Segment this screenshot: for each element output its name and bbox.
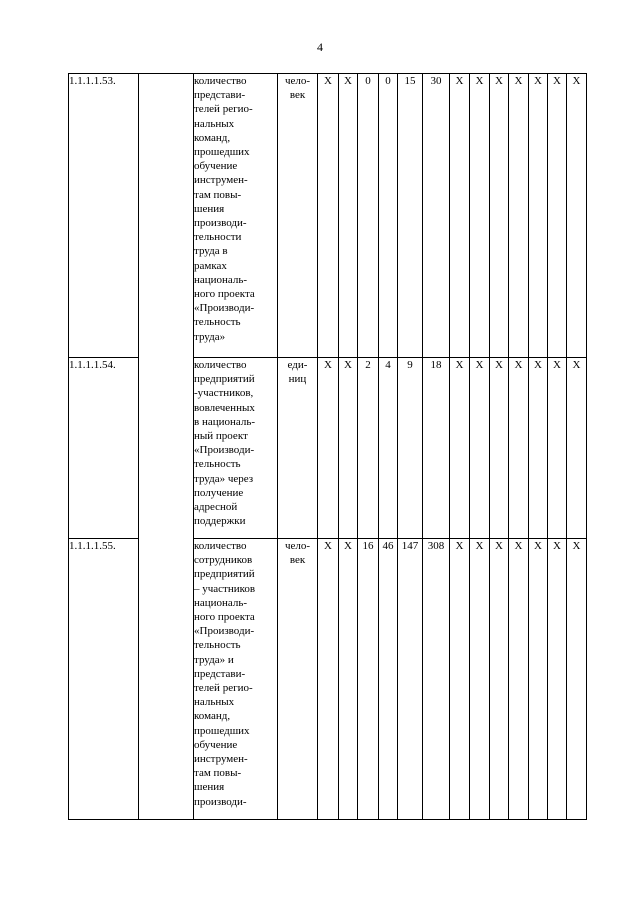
- value-cell: X: [567, 74, 587, 358]
- unit-of-measure: чело- век: [278, 74, 318, 358]
- value-cell: X: [450, 74, 470, 358]
- value-cell: X: [318, 74, 339, 358]
- row-code: 1.1.1.1.55.: [69, 539, 139, 820]
- table-row: [69, 74, 587, 358]
- value-cell: X: [470, 74, 490, 358]
- indicator-table: [68, 73, 587, 820]
- row-code: 1.1.1.1.53.: [69, 74, 139, 358]
- value-cell: X: [548, 539, 567, 820]
- value-cell: 2: [358, 358, 379, 539]
- value-cell: X: [529, 74, 548, 358]
- value-cell: X: [509, 539, 529, 820]
- value-cell: X: [490, 539, 509, 820]
- value-cell: 4: [379, 358, 398, 539]
- value-cell: 0: [379, 74, 398, 358]
- value-cell: X: [567, 358, 587, 539]
- value-cell: 30: [423, 74, 450, 358]
- row-code: 1.1.1.1.54.: [69, 358, 139, 539]
- value-cell: 9: [398, 358, 423, 539]
- value-cell: X: [470, 358, 490, 539]
- value-cell: X: [490, 358, 509, 539]
- value-cell: X: [529, 358, 548, 539]
- value-cell: X: [567, 539, 587, 820]
- value-cell: 16: [358, 539, 379, 820]
- value-cell: X: [339, 539, 358, 820]
- value-cell: X: [318, 358, 339, 539]
- unit-of-measure: чело- век: [278, 539, 318, 820]
- indicator-description: количество представи- телей регио- нальных команд, прошедших обучение инструмен- там повы- шения производи- тельности труда в рамках националь- ного проекта «Производи- тельность труда»: [194, 74, 278, 358]
- value-cell: X: [490, 74, 509, 358]
- value-cell: X: [470, 539, 490, 820]
- value-cell: X: [548, 358, 567, 539]
- value-cell: X: [509, 74, 529, 358]
- value-cell: X: [548, 74, 567, 358]
- value-cell: 308: [423, 539, 450, 820]
- value-cell: X: [339, 358, 358, 539]
- value-cell: 0: [358, 74, 379, 358]
- unit-of-measure: еди- ниц: [278, 358, 318, 539]
- indicator-description: количество предприятий -участников, вовлеченных в националь- ный проект «Производи- тельность труда» через получение адресной поддержки: [194, 358, 278, 539]
- value-cell: X: [529, 539, 548, 820]
- indicator-description: количество сотрудников предприятий – участников националь- ного проекта «Производи- тельность труда» и представи- телей регио- нальных команд, прошедших обучение инструмен- там повы- шения производи-: [194, 539, 278, 820]
- value-cell: X: [318, 539, 339, 820]
- value-cell: 147: [398, 539, 423, 820]
- value-cell: X: [509, 358, 529, 539]
- value-cell: X: [339, 74, 358, 358]
- value-cell: 15: [398, 74, 423, 358]
- page-number: 4: [317, 40, 323, 54]
- merged-empty-cell: [139, 74, 194, 820]
- value-cell: X: [450, 358, 470, 539]
- value-cell: X: [450, 539, 470, 820]
- value-cell: 46: [379, 539, 398, 820]
- value-cell: 18: [423, 358, 450, 539]
